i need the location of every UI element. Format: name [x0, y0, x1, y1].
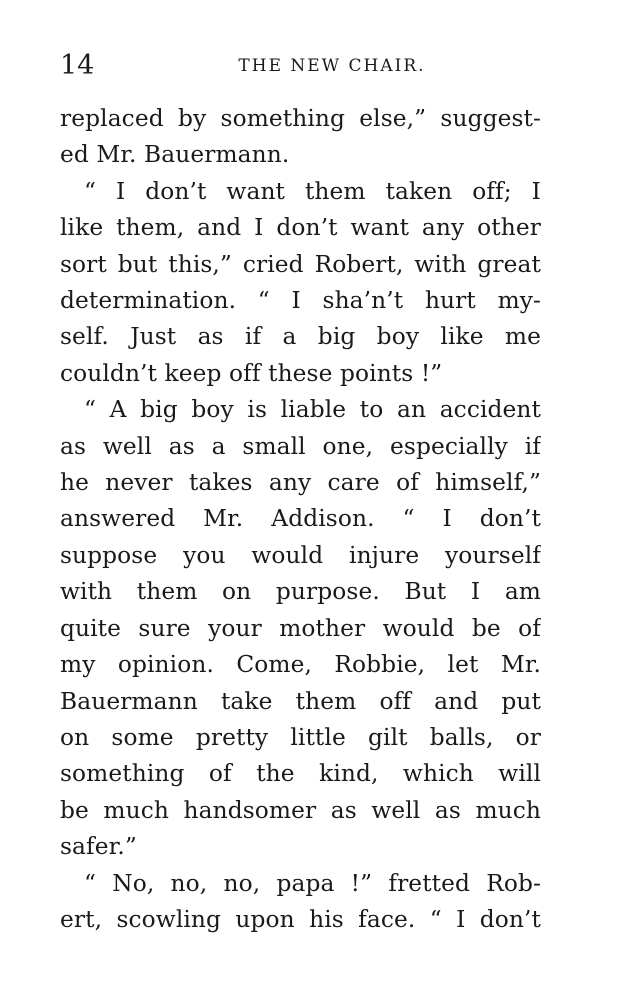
running-head [60, 48, 550, 84]
page-number: 14 [60, 50, 95, 81]
text-line: suppose you would injure yourself [60, 541, 541, 569]
text-line: he never takes any care of himself,” [60, 469, 541, 497]
text-line: Bauermann take them off and put [60, 687, 541, 715]
text-line: answered Mr. Addison. “ I don’t [60, 505, 541, 533]
text-line: “ A big boy is liable to an accident [84, 396, 541, 424]
text-line: as well as a small one, especially if [60, 432, 541, 460]
text-line: sort but this,” cried Robert, with great [60, 250, 541, 278]
text-line: couldn’t keep off these points !” [60, 359, 443, 387]
text-line: something of the kind, which will [60, 760, 541, 788]
text-line: determination. “ I sha’n’t hurt my- [60, 287, 541, 315]
text-line: self. Just as if a big boy like me [60, 323, 541, 351]
text-line: like them, and I don’t want any other [60, 214, 541, 242]
text-line: replaced by something else,” suggest- [60, 105, 541, 132]
text-line: my opinion. Come, Robbie, let Mr. [60, 651, 541, 679]
text-line: quite sure your mother would be of [60, 614, 541, 642]
text-line: on some pretty little gilt balls, or [60, 723, 541, 751]
running-title: THE NEW CHAIR. [238, 56, 426, 76]
text-line: with them on purpose. But I am [60, 578, 541, 606]
text-line: “ No, no, no, papa !” fretted Rob- [84, 869, 541, 897]
text-line: safer.” [60, 833, 137, 861]
text-line: ert, scowling upon his face. “ I don’t [60, 905, 541, 933]
body-text [60, 101, 541, 938]
text-line: ed Mr. Bauermann. [60, 141, 290, 169]
text-line: “ I don’t want them taken off; I [84, 177, 541, 205]
text-line: be much handsomer as well as much [60, 796, 541, 824]
